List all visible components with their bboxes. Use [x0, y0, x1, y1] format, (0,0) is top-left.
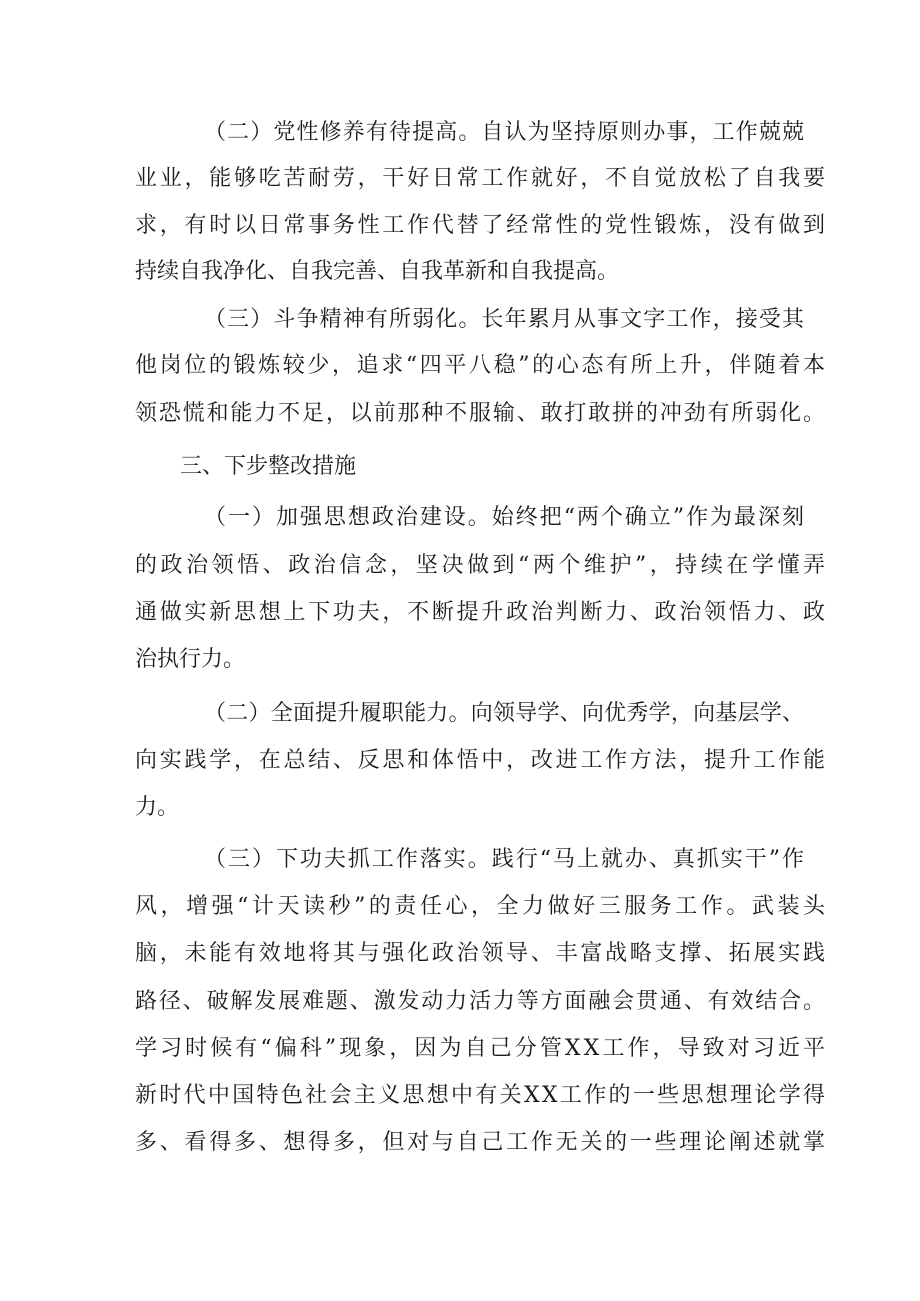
- paragraph-line: 脑，未能有效地将其与强化政治领导、丰富战略支撑、拓展实践: [135, 941, 828, 966]
- paragraph-line: 学习时候有“偏科”现象，因为自己分管XX工作，导致对习近平: [135, 1036, 829, 1061]
- paragraph-line: 治执行力。: [135, 647, 246, 672]
- paragraph-line: 通做实新思想上下功夫，不断提升政治判断力、政治领悟力、政: [135, 600, 828, 625]
- paragraph-line: 路径、破解发展难题、激发动力活力等方面融会贯通、有效结合。: [135, 989, 827, 1014]
- paragraph-line: 风，增强“计天读秒”的责任心，全力做好三服务工作。武装头: [135, 894, 829, 919]
- paragraph-line: （三）下功夫抓工作落实。践行“马上就办、真抓实干”作: [204, 847, 806, 872]
- paragraph-line: 向实践学，在总结、反思和体悟中，改进工作方法，提升工作能: [135, 748, 828, 773]
- paragraph-line: （二）全面提升履职能力。向领导学、向优秀学，向基层学、: [204, 701, 805, 726]
- paragraph-line: 的政治领悟、政治信念，坚决做到“两个维护”，持续在学懂弄: [135, 553, 829, 578]
- paragraph-line: 持续自我净化、自我完善、自我革新和自我提高。: [135, 259, 620, 284]
- paragraph-line: （二）党性修养有待提高。自认为坚持原则办事，工作兢兢: [204, 120, 806, 145]
- paragraph-line: 领恐慌和能力不足，以前那种不服输、敢打敢拼的冲劲有所弱化。: [135, 401, 827, 426]
- paragraph-line: （三）斗争精神有所弱化。长年累月从事文字工作，接受其: [204, 307, 806, 332]
- paragraph-line: 求，有时以日常事务性工作代替了经常性的党性锻炼，没有做到: [135, 213, 828, 238]
- paragraph-line: 力。: [135, 795, 180, 820]
- paragraph-line: 业业，能够吃苦耐劳，干好日常工作就好，不自觉放松了自我要: [135, 166, 828, 191]
- paragraph-line: 他岗位的锻炼较少，追求“四平八稳”的心态有所上升，伴随着本: [135, 353, 828, 378]
- paragraph-line: （一）加强思想政治建设。始终把“两个确立”作为最深刻: [204, 505, 806, 530]
- paragraph-line: 多、看得多、想得多，但对与自己工作无关的一些理论阐述就掌: [135, 1130, 828, 1155]
- section-heading: 三、下步整改措施: [180, 454, 357, 479]
- paragraph-line: 新时代中国特色社会主义思想中有关XX工作的一些思想理论学得: [135, 1083, 828, 1108]
